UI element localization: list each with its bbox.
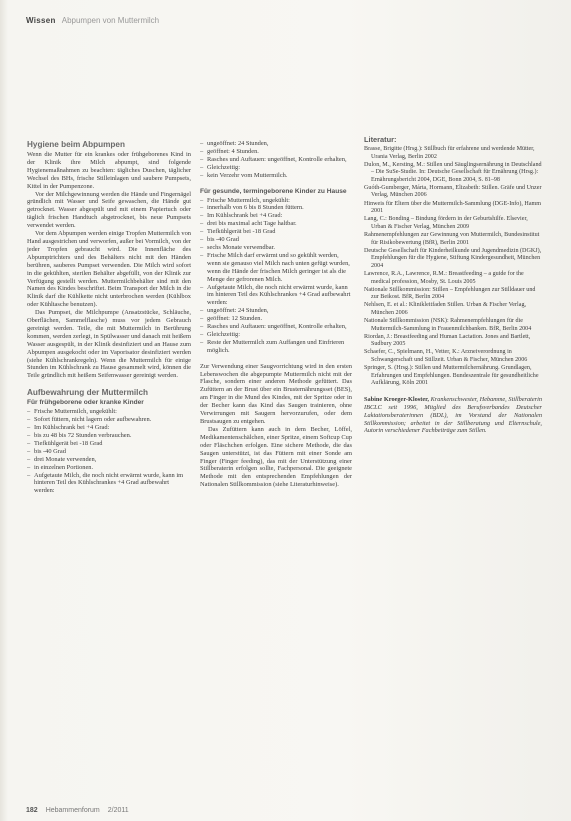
running-header	[26, 14, 541, 26]
list-item: – ungeöffnet: 24 Stunden,	[200, 307, 352, 315]
list-item: – Frische Muttermilch, ungekühlt:	[27, 408, 191, 416]
storage-list-continued	[200, 140, 352, 180]
list-item: – ungeöffnet: 24 Stunden,	[200, 140, 352, 148]
header-section: Wissen	[26, 15, 56, 25]
paragraph: Zur Verwendung einer Saugvorrichtung wird in den ersten Lebenswochen die abgepumpte Muttermilch nicht mit der Flasche, sondern einer anderen Methode gefüttert. Das Zufüttern an der Brust über ein Brusternährungsset (BES), am Finger in die Mund des Kindes, mit der Spritze oder in der Becher kann das Kind das Saugen trainieren, ohne Verwirrungen mit Saugern hervorzurufen, oder dem Brustsaugen zu entgehen.	[200, 362, 352, 425]
reference-item: Springer, S. (Hrsg.): Stillen und Muttermilchernährung. Grundlagen, Erfahrungen und Empfehlungen. Bundeszentrale für gesundheitliche Aufklärung, Köln 2001	[364, 365, 539, 387]
list-item: – bis zu 48 bis 72 Stunden verbrauchen.	[27, 432, 191, 440]
list-item: – drei bis maximal acht Tage haltbar.	[200, 220, 352, 228]
paragraph: Das Zufüttern kann auch in dem Becher, Löffel, Medikamentenschälchen, einer Spritze, einem Softcup Cup oder Fläschchen erfolgen. Eine sichere Methode, die das Saugen unterstützt, ist das Füttern mit einer Sonde am Finger (Finger feeding), das mit der Unterstützung einer Stillberaterin erfolgen sollte, Fachpersonal. Die geeignete Methode mit den entsprechenden Empfehlungen der Nationalen Stillkommission (siehe Literaturhinweise).	[200, 425, 352, 489]
heading-hygiene: Hygiene beim Abpumpen	[27, 140, 125, 149]
reference-item: Dulon, M., Kersting, M.: Stillen und Säuglingsernährung in Deutschland – Die SuSe-Studie. In: Deutsche Gesellschaft für Ernährung (Hrsg.): Ernährungsbericht 2004, DGE, Bonn 2004, S. 81–98	[364, 161, 542, 183]
list-item: – Rasches und Auftauen: ungeöffnet, Kontrolle erhalten,	[200, 156, 352, 164]
list-item: – Tiefkühlgerät bei -18 Grad	[27, 440, 191, 448]
heading-storage: Aufbewahrung der Muttermilch	[27, 388, 148, 398]
list-item: – Aufgetaute Milch, die noch nicht erwärmt wurde, kann im hinteren Teil des Kühlschrankes +4 Grad aufbewahrt werden:	[27, 472, 191, 496]
paragraph: Das Pumpset, die Milchpumpe (Ansatzstücke, Schläuche, Oberflächen, Sammelflasche) muss vor jedem Gebrauch gereinigt werden. Teile, die mit Muttermilch in Berührung kommen, werden zerlegt, in Spülwasser und danach mit heißem Wasser ausgespült, in der Klinik desinfiziert und an Hause zum Abpumpen ausgekocht oder im Vaporisator desinfiziert werden (siehe Kühlschrankregeln). Wenn die Muttermilch für einige Stunden im Kühlschrank zu Hause gesammelt wird, können die Teile gründlich mit heißem Seifenwasser gereinigt werden.	[27, 309, 191, 380]
reference-list	[364, 146, 542, 388]
author-name: Sabine Kroeger-Kloster,	[364, 395, 429, 403]
subheading-preterm: Für frühgeborene oder kranke Kinder	[27, 399, 144, 407]
storage-list-preterm	[27, 408, 191, 495]
list-item: – in einzelnen Portionen.	[27, 464, 191, 472]
reference-item: Lawrence, R.A., Lawrence, R.M.: Breastfeeding – a guide for the medical profession, Mosby, St. Louis 2005	[364, 270, 524, 285]
column-3-literature	[364, 136, 542, 798]
author-note	[364, 396, 542, 436]
reference-item: Riordan, J.: Breastfeeding and Human Lactation. Jones and Bartlett, Sudbury 2005	[364, 333, 531, 348]
page-footer	[26, 805, 129, 815]
journal-name: Hebammenforum	[45, 806, 100, 814]
reference-item: Lang, C.: Bonding – Bindung fördern in der Geburtshilfe. Elsevier, Urban & Fischer Verlag, München 2009	[364, 216, 528, 230]
list-item: – sechs Monate verwendbar.	[200, 244, 352, 252]
column-2	[200, 140, 352, 798]
reference-item: Brasse, Brigitte (Hrsg.): Stillbuch für erfahrene und werdende Mütter, Urania Verlag, Berlin 2002	[364, 145, 535, 160]
reference-item: Nationale Stillkommission: Stillen – Empfehlungen zur Stilldauer und zur Beikost. BfR, Berlin 2004	[364, 286, 536, 301]
paragraph: Vor dem Abpumpen werden einige Tropfen Muttermilch von Hand ausgestrichen und verworfen, außer bei Vormilch, von der jeder Tropfen gebraucht wird. Die Innenfläche des Abpumptrichters und des Behälters nicht mit den Händen berühren, sauberes Pumpset verwenden. Die Milch wird sofort in die gekühlten, sterilen Behälter abgefüllt, von der Klinik zur Verfügung gestellt werden. Muttermilchbehälter sind mit den Namen des Kindes beschriftet. Beim Transport der Milch in die Klinik darf die Kühlkette nicht unterbrochen werden (Kühlbox oder Kühltasche benutzen).	[27, 230, 191, 309]
literature-heading: Literatur:	[364, 136, 397, 144]
list-item: – kein Verzehr vom Muttermilch.	[200, 172, 352, 180]
paragraph: Vor der Milchgewinnung werden die Hände und Fingernägel gründlich mit Wasser und Seife gewaschen, die Hände gut getrocknet. Wasser abgespült und mit einem Papiertuch oder täglich frischen Handtuch abgetrocknet, bis neue Pumpsets verwendet werden.	[27, 190, 191, 230]
author-bio: Krankenschwester, Hebamme, Stillberaterin IBCLC seit 1996, Mitglied des Berufsverbandes Deutscher Laktationsberaterinnen (BDL), im Vorstand der Nationalen Stillkommission; arbeitet in der Stillberatung und Elternschule, Autorin verschiedener Fachbeiträge zum Stillen.	[364, 395, 542, 435]
list-item: – Tiefkühlgerät bei -18 Grad	[200, 228, 352, 236]
list-item: – Im Kühlschrank bei +4 Grad:	[27, 424, 191, 432]
reference-item: Schaefer, C., Spielmann, H., Vetter, K.: Arzneiverordnung in Schwangerschaft und Stillzeit. Urban & Fischer, München 2006	[364, 349, 528, 363]
list-item: – innerhalb von 6 bis 8 Stunden füttern.	[200, 204, 352, 212]
page-number: 182	[26, 806, 38, 814]
paragraph: Wenn die Mutter für ein krankes oder frühgeborenes Kind in der Klinik ihre Milch abpumpt, sind folgende Hygienemaßnahmen zu beachten: tägliches Duschen, täglicher Wechsel des BHs, frische Stilleinlagen und saubere Pumpsets, Kittel in der Pumpenzone.	[27, 151, 191, 190]
subheading-term-home: Für gesunde, termingeborene Kinder zu Hause	[200, 187, 347, 195]
header-subtitle: Abpumpen von Muttermilch	[61, 15, 160, 25]
column-1	[27, 140, 191, 798]
list-item: – geöffnet: 12 Stunden.	[200, 315, 352, 323]
reference-item: Nationale Stillkommission (NSK): Rahmenempfehlungen für die Muttermilch-Sammlung in Frauenmilchbanken. BfR, Berlin 2004	[364, 317, 532, 332]
issue-number: 2/2011	[107, 806, 129, 814]
reference-item: Nehlsen, E. et al.: Klinikleitfaden Stillen. Urban & Fischer Verlag, München 2006	[364, 302, 527, 316]
reference-item: Hinweis für Eltern über die Muttermilch-Sammlung (DGE-Info), Hamm 2001	[364, 200, 542, 215]
reference-item: Rahmenempfehlungen zur Gewinnung von Muttermilch, Bundesinstitut für Risikobewertung (BfR), Berlin 2001	[364, 231, 540, 246]
list-item: – Frische Muttermilch, ungekühlt:	[200, 197, 352, 205]
list-item: – drei Monate verwenden,	[27, 456, 191, 464]
list-item: – bis -40 Grad	[27, 448, 191, 456]
list-item: – geöffnet: 4 Stunden.	[200, 148, 352, 156]
list-item: – Aufgetaute Milch, die noch nicht erwärmt wurde, kann im hinteren Teil des Kühlschrankes +4 Grad aufbewahrt werden:	[200, 284, 352, 308]
reference-item: Guóth-Gumberger, Márta, Hormann, Elizabeth: Stillen. Gräfe und Unzer Verlag, München 2006	[364, 184, 542, 199]
reference-item: Deutsche Gesellschaft für Kinderheilkunde und Jugendmedizin (DGKJ), Empfehlungen für die Hygiene, Stiftung Kindergesundheit, München 2004	[364, 247, 542, 269]
storage-list-term	[200, 197, 352, 355]
list-item: – Frische Milch darf erwärmt und so gekühlt werden, wenn sie genauso viel Milch nach unten gefügt wurden, wenn die Hände der frischen Milch geringer ist als die Menge der gefrorenen Milch.	[200, 252, 352, 284]
list-item: – Gleichzeitig:	[200, 164, 352, 172]
list-item: – Rasches und Auftauen: ungeöffnet, Kontrolle erhalten,	[200, 323, 352, 331]
list-item: – Gleichzeitig:	[200, 331, 352, 339]
list-item: – Reste der Muttermilch zum Auffangen und Einfrieren möglich.	[200, 339, 352, 355]
list-item: – Im Kühlschrank bei +4 Grad:	[200, 212, 352, 220]
list-item: – bis -40 Grad	[200, 236, 352, 244]
list-item: – Sofort füttern, nicht lagern oder aufbewahren.	[27, 416, 191, 424]
